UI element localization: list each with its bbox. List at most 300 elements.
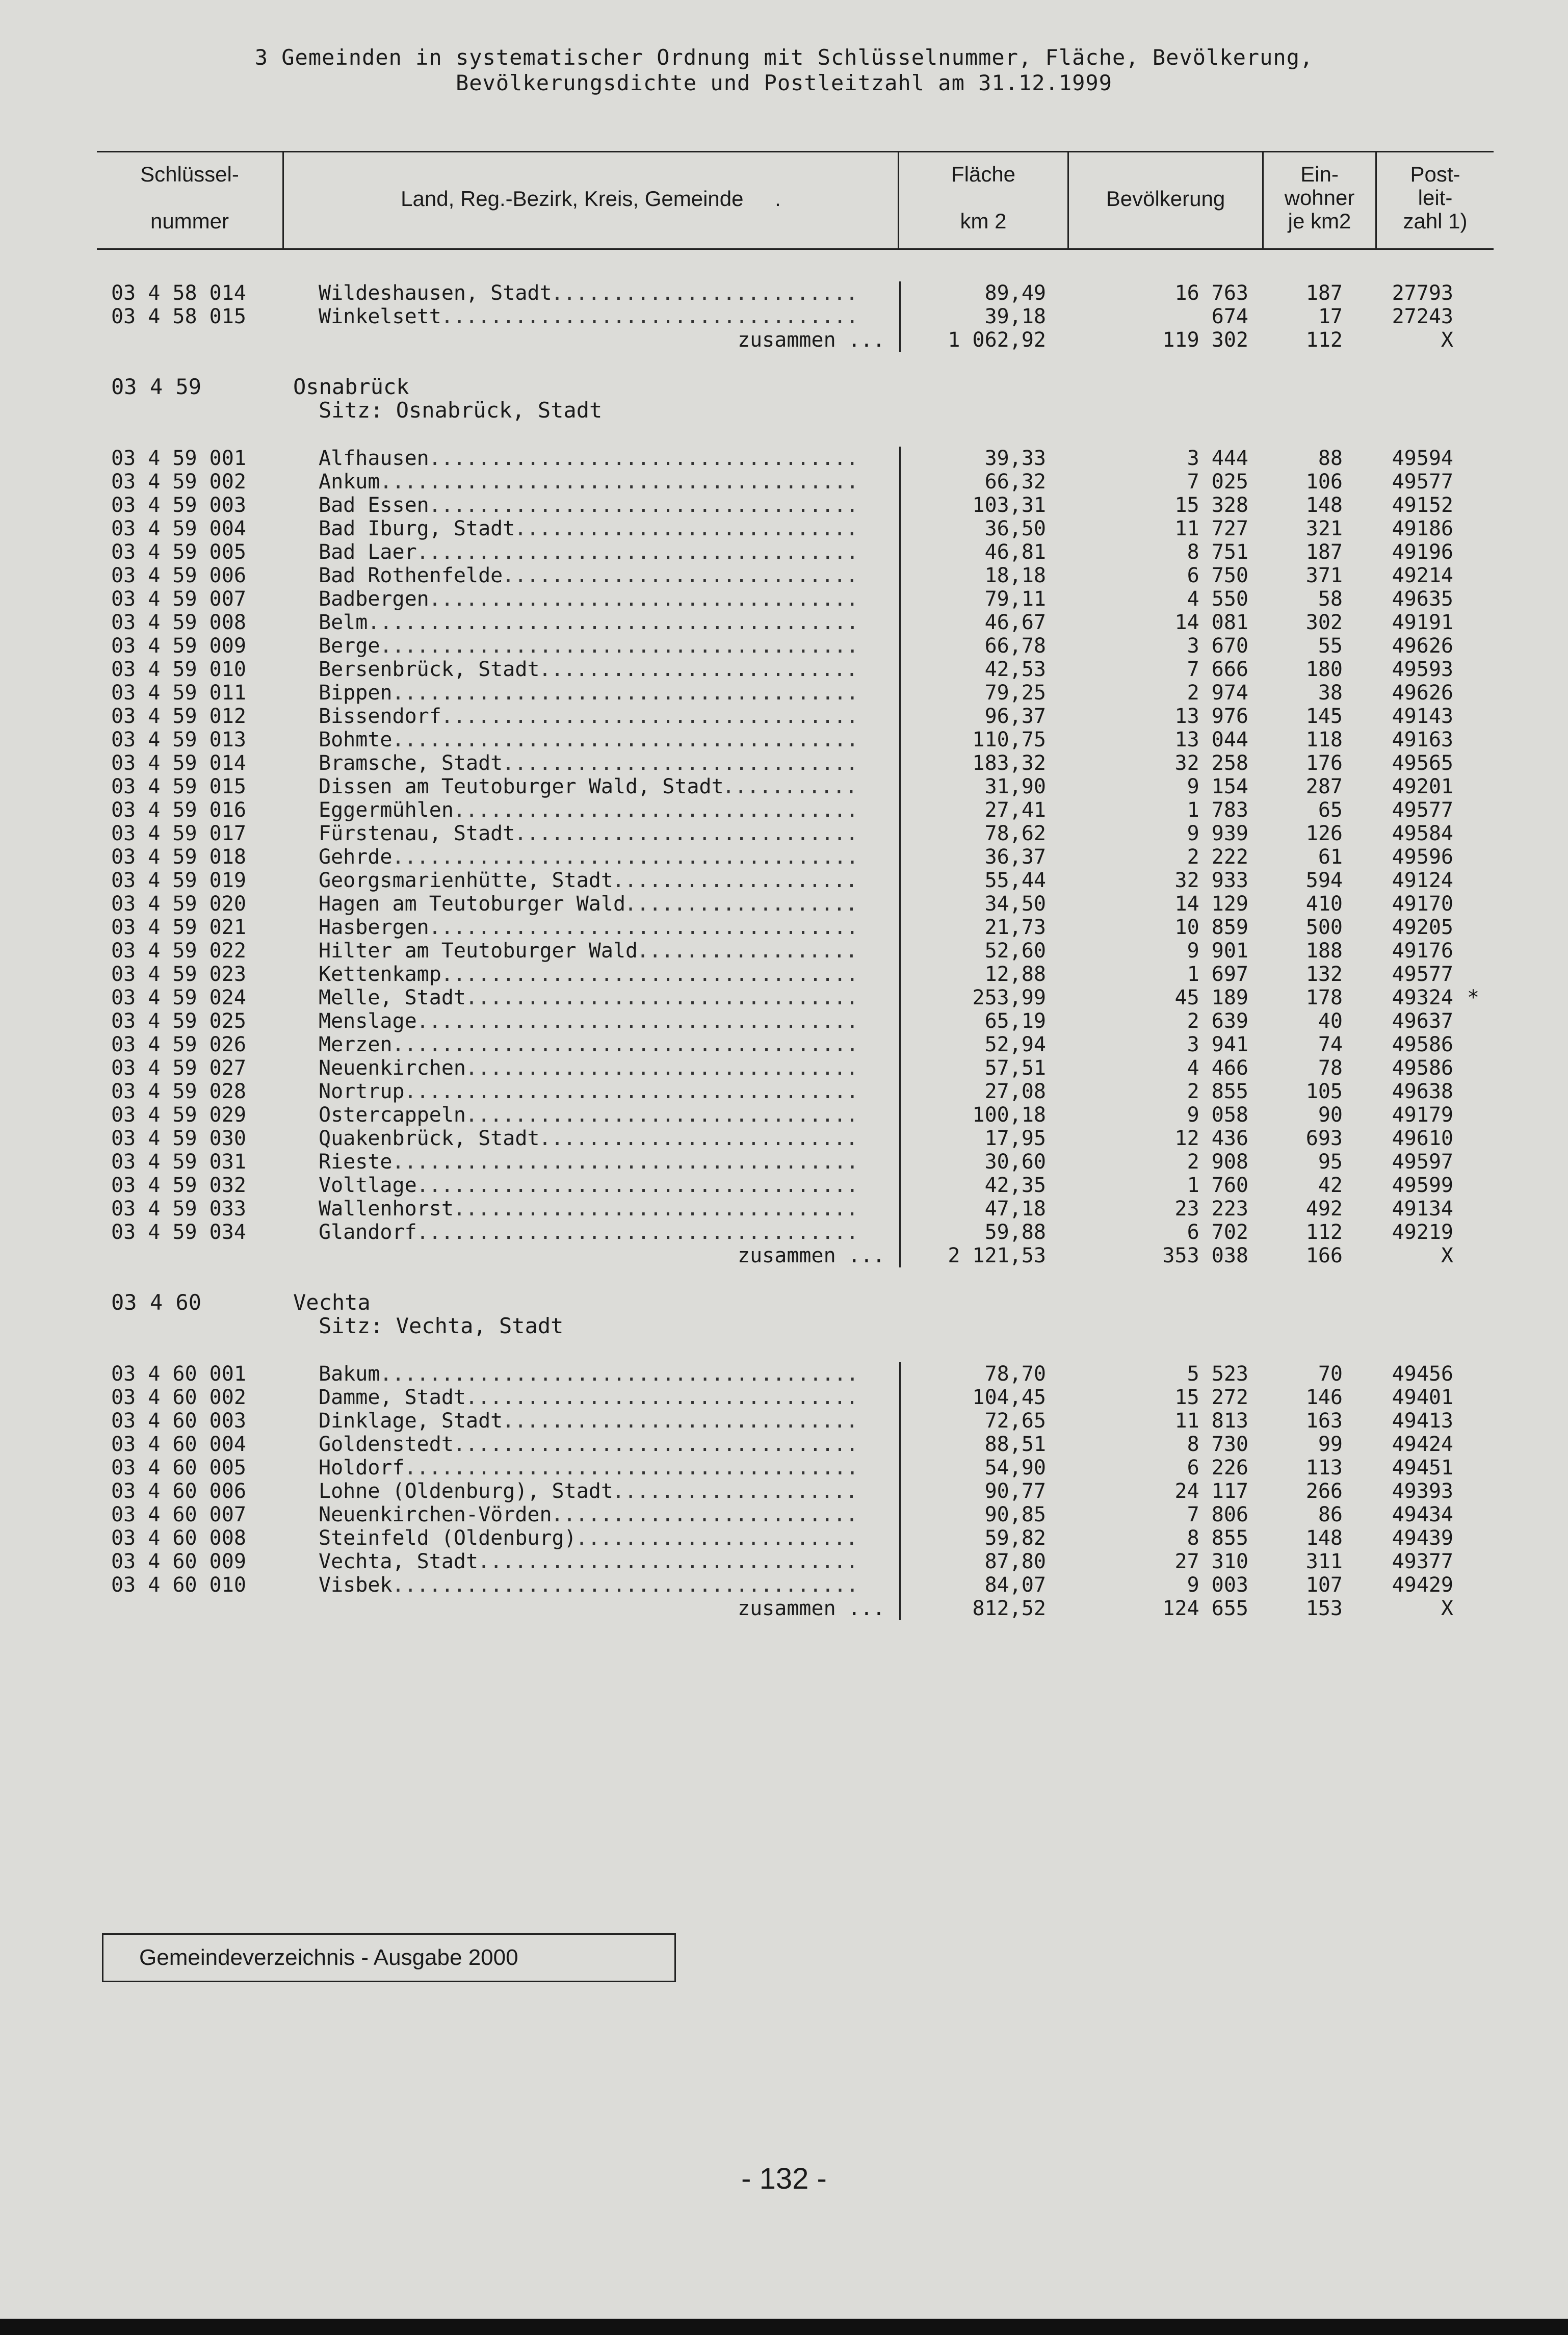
postcode: 49429 [1392, 1573, 1453, 1597]
leader-dots: ................................. [453, 1433, 858, 1456]
postcode: 49176 [1392, 939, 1453, 963]
municipality-name: Bippen [319, 681, 393, 705]
leader-dots: ....................................... [380, 634, 859, 658]
density: 693 [1305, 1127, 1343, 1150]
leader-dots: ...................................... [392, 1150, 859, 1174]
density: 500 [1305, 916, 1343, 939]
table-row [0, 1362, 1568, 1386]
postcode: 49586 [1392, 1056, 1453, 1080]
leader-dots: .................................... [416, 1009, 858, 1033]
density: 113 [1305, 1456, 1343, 1480]
population: 8 751 [1187, 540, 1248, 564]
area-km2: 36,37 [984, 845, 1046, 869]
leader-dots: ....................................... [380, 470, 859, 494]
density: 371 [1305, 564, 1343, 587]
municipality-name: Dinklage, Stadt [319, 1409, 503, 1433]
postcode: 49596 [1392, 845, 1453, 869]
table-header [97, 151, 1494, 250]
leader-dots: .................................. [441, 963, 858, 986]
header-key [97, 163, 282, 233]
district-key: 03 4 59 [111, 374, 202, 399]
header-postcode [1377, 163, 1494, 233]
area-km2: 52,94 [984, 1033, 1046, 1056]
area-km2: 88,51 [984, 1433, 1046, 1456]
leader-dots: .......................... [539, 1127, 858, 1150]
postcode: 49577 [1392, 798, 1453, 822]
header-area-line2: km 2 [960, 209, 1007, 233]
population: 15 328 [1174, 494, 1248, 517]
population: 23 223 [1174, 1197, 1248, 1221]
density: 106 [1305, 470, 1343, 494]
key-number: 03 4 59 021 [111, 916, 246, 939]
density: 132 [1305, 963, 1343, 986]
total-population: 124 655 [1162, 1597, 1248, 1620]
population: 1 783 [1187, 798, 1248, 822]
density: 126 [1305, 822, 1343, 845]
municipality-name: Eggermühlen [319, 798, 454, 822]
density: 65 [1318, 798, 1343, 822]
header-name-text: Land, Reg.-Bezirk, Kreis, Gemeinde [401, 187, 744, 211]
leader-dots: ...................................... [392, 1033, 859, 1056]
table-row [0, 447, 1568, 470]
area-km2: 65,19 [984, 1009, 1046, 1033]
table-row [0, 305, 1568, 328]
area-km2: 52,60 [984, 939, 1046, 963]
leader-dots: ......................... [551, 281, 858, 305]
leader-dots: ................... [624, 892, 858, 916]
postcode: 49179 [1392, 1103, 1453, 1127]
municipality-name: Wallenhorst [319, 1197, 454, 1221]
leader-dots: ................................ [465, 986, 858, 1009]
population: 6 226 [1187, 1456, 1248, 1480]
total-population: 119 302 [1162, 328, 1248, 352]
table-row [0, 1526, 1568, 1550]
area-km2: 42,35 [984, 1174, 1046, 1197]
density: 107 [1305, 1573, 1343, 1597]
population: 1 760 [1187, 1174, 1248, 1197]
table-row [0, 1174, 1568, 1197]
density: 55 [1318, 634, 1343, 658]
population: 9 003 [1187, 1573, 1248, 1597]
area-km2: 30,60 [984, 1150, 1046, 1174]
population: 6 750 [1187, 564, 1248, 587]
area-km2: 46,67 [984, 611, 1046, 634]
key-number: 03 4 60 005 [111, 1456, 246, 1480]
municipality-name: Nortrup [319, 1080, 405, 1103]
leader-dots: .................................. [441, 305, 858, 328]
leader-dots: ...................................... [392, 728, 859, 751]
postcode: 49393 [1392, 1480, 1453, 1503]
table-row [0, 775, 1568, 798]
table-row [0, 1009, 1568, 1033]
header-density-line2: wohner [1284, 186, 1355, 210]
municipality-name: Hasbergen [319, 916, 429, 939]
table-row [0, 916, 1568, 939]
title-line-2: Bevölkerungsdichte und Postleitzahl am 31.12.1999 [455, 70, 1113, 95]
area-km2: 31,90 [984, 775, 1046, 798]
total-population: 353 038 [1162, 1244, 1248, 1267]
area-km2: 110,75 [972, 728, 1046, 751]
population: 2 974 [1187, 681, 1248, 705]
header-area [899, 163, 1067, 233]
edition-box: Gemeindeverzeichnis - Ausgabe 2000 [102, 1933, 676, 1982]
table-row [0, 1409, 1568, 1433]
population: 15 272 [1174, 1386, 1248, 1409]
density: 61 [1318, 845, 1343, 869]
key-number: 03 4 60 007 [111, 1503, 246, 1526]
key-number: 03 4 59 012 [111, 705, 246, 728]
municipality-name: Holdorf [319, 1456, 405, 1480]
page-title [0, 45, 1568, 96]
municipality-name: Winkelsett [319, 305, 441, 328]
header-name [284, 187, 898, 211]
key-number: 03 4 59 005 [111, 540, 246, 564]
key-number: 03 4 59 018 [111, 845, 246, 869]
area-km2: 21,73 [984, 916, 1046, 939]
key-number: 03 4 60 001 [111, 1362, 246, 1386]
population: 11 813 [1174, 1409, 1248, 1433]
density: 58 [1318, 587, 1343, 611]
table-row [0, 681, 1568, 705]
postcode: 49143 [1392, 705, 1453, 728]
table-row [0, 1197, 1568, 1221]
population: 32 258 [1174, 751, 1248, 775]
table-row [0, 705, 1568, 728]
municipality-name: Georgsmarienhütte, Stadt [319, 869, 613, 892]
area-km2: 66,78 [984, 634, 1046, 658]
postcode: 49196 [1392, 540, 1453, 564]
table-row [0, 1480, 1568, 1503]
area-km2: 39,18 [984, 305, 1046, 328]
leader-dots: .................................. [441, 705, 858, 728]
leader-dots: ...................................... [392, 681, 859, 705]
district-seat-text: Sitz: Osnabrück, Stadt [319, 398, 603, 423]
area-km2: 46,81 [984, 540, 1046, 564]
postcode: 49577 [1392, 470, 1453, 494]
leader-dots: ................................... [429, 587, 858, 611]
municipality-name: Vechta, Stadt [319, 1550, 479, 1573]
total-label: zusammen ... [738, 328, 885, 352]
header-key-line1: Schlüssel- [140, 162, 239, 186]
density: 70 [1318, 1362, 1343, 1386]
total-row [0, 328, 1568, 352]
postcode: 49599 [1392, 1174, 1453, 1197]
key-number: 03 4 58 015 [111, 305, 246, 328]
population: 10 859 [1174, 916, 1248, 939]
key-number: 03 4 59 013 [111, 728, 246, 751]
table-row [0, 1386, 1568, 1409]
municipality-name: Ankum [319, 470, 380, 494]
postcode: 49610 [1392, 1127, 1453, 1150]
postcode: 49451 [1392, 1456, 1453, 1480]
density: 302 [1305, 611, 1343, 634]
population: 2 639 [1187, 1009, 1248, 1033]
table-row [0, 470, 1568, 494]
municipality-name: Damme, Stadt [319, 1386, 466, 1409]
key-number: 03 4 59 030 [111, 1127, 246, 1150]
density: 74 [1318, 1033, 1343, 1056]
density: 105 [1305, 1080, 1343, 1103]
key-number: 03 4 59 023 [111, 963, 246, 986]
total-row [0, 1244, 1568, 1267]
table-row [0, 1033, 1568, 1056]
leader-dots: .................................... [416, 1174, 858, 1197]
district-seat [0, 399, 1568, 422]
header-postcode-line2: leit- [1418, 186, 1453, 210]
key-number: 03 4 58 014 [111, 281, 246, 305]
key-number: 03 4 59 031 [111, 1150, 246, 1174]
population: 7 666 [1187, 658, 1248, 681]
area-km2: 90,85 [984, 1503, 1046, 1526]
postcode: 49439 [1392, 1526, 1453, 1550]
table-row [0, 1080, 1568, 1103]
municipality-name: Glandorf [319, 1221, 417, 1244]
leader-dots: ..................................... [404, 1080, 859, 1103]
leader-dots: ................................ [465, 1056, 858, 1080]
leader-dots: ............................ [514, 517, 858, 540]
area-km2: 27,08 [984, 1080, 1046, 1103]
postcode: 49191 [1392, 611, 1453, 634]
leader-dots: .................... [612, 869, 858, 892]
density: 78 [1318, 1056, 1343, 1080]
area-km2: 183,32 [972, 751, 1046, 775]
leader-dots: ............................. [502, 751, 858, 775]
total-row [0, 1597, 1568, 1620]
leader-dots: ....................... [576, 1526, 858, 1550]
area-km2: 104,45 [972, 1386, 1046, 1409]
municipality-name: Berge [319, 634, 380, 658]
population: 7 806 [1187, 1503, 1248, 1526]
density: 88 [1318, 447, 1343, 470]
postcode: 49401 [1392, 1386, 1453, 1409]
municipality-name: Wildeshausen, Stadt [319, 281, 552, 305]
area-km2: 47,18 [984, 1197, 1046, 1221]
municipality-name: Hagen am Teutoburger Wald [319, 892, 626, 916]
key-number: 03 4 59 004 [111, 517, 246, 540]
postcode: 49152 [1392, 494, 1453, 517]
density: 86 [1318, 1503, 1343, 1526]
municipality-name: Neuenkirchen [319, 1056, 466, 1080]
density: 112 [1305, 1221, 1343, 1244]
municipality-name: Steinfeld (Oldenburg) [319, 1526, 577, 1550]
area-km2: 27,41 [984, 798, 1046, 822]
table-row [0, 611, 1568, 634]
header-postcode-line1: Post- [1410, 162, 1460, 186]
district-name: Vechta [293, 1290, 371, 1315]
area-km2: 78,62 [984, 822, 1046, 845]
density: 321 [1305, 517, 1343, 540]
municipality-name: Bad Iburg, Stadt [319, 517, 515, 540]
population: 9 939 [1187, 822, 1248, 845]
municipality-name: Bramsche, Stadt [319, 751, 503, 775]
key-number: 03 4 59 001 [111, 447, 246, 470]
table-body [0, 281, 1568, 1620]
municipality-name: Melle, Stadt [319, 986, 466, 1009]
total-area: 1 062,92 [948, 328, 1046, 352]
postcode: 27243 [1392, 305, 1453, 328]
density: 148 [1305, 494, 1343, 517]
municipality-name: Dissen am Teutoburger Wald, Stadt [319, 775, 724, 798]
table-row [0, 1456, 1568, 1480]
leader-dots: ..................................... [404, 1456, 859, 1480]
key-number: 03 4 59 020 [111, 892, 246, 916]
leader-dots: ............................. [502, 1409, 858, 1433]
municipality-name: Fürstenau, Stadt [319, 822, 515, 845]
key-number: 03 4 59 010 [111, 658, 246, 681]
density: 187 [1305, 281, 1343, 305]
leader-dots: ................................. [453, 798, 858, 822]
leader-dots: ............................. [502, 564, 858, 587]
table-row [0, 658, 1568, 681]
population: 9 058 [1187, 1103, 1248, 1127]
population: 8 730 [1187, 1433, 1248, 1456]
postcode: 49594 [1392, 447, 1453, 470]
postcode: 49577 [1392, 963, 1453, 986]
area-km2: 17,95 [984, 1127, 1046, 1150]
table-row [0, 634, 1568, 658]
leader-dots: ...................................... [392, 1573, 859, 1597]
municipality-name: Lohne (Oldenburg), Stadt [319, 1480, 613, 1503]
header-key-line2: nummer [150, 209, 229, 233]
postcode: 49163 [1392, 728, 1453, 751]
key-number: 03 4 59 014 [111, 751, 246, 775]
table-row [0, 564, 1568, 587]
area-km2: 78,70 [984, 1362, 1046, 1386]
header-density-line3: je km2 [1288, 209, 1351, 233]
municipality-name: Visbek [319, 1573, 393, 1597]
footnote-mark: * [1467, 986, 1480, 1009]
population: 27 310 [1174, 1550, 1248, 1573]
header-population: Bevölkerung [1106, 187, 1225, 211]
density: 38 [1318, 681, 1343, 705]
header-area-line1: Fläche [951, 162, 1016, 186]
area-km2: 66,32 [984, 470, 1046, 494]
table-row [0, 869, 1568, 892]
table-row [0, 798, 1568, 822]
area-km2: 59,82 [984, 1526, 1046, 1550]
table-row [0, 939, 1568, 963]
table-row [0, 986, 1568, 1009]
municipality-name: Hilter am Teutoburger Wald [319, 939, 638, 963]
density: 99 [1318, 1433, 1343, 1456]
table-row [0, 1127, 1568, 1150]
density: 176 [1305, 751, 1343, 775]
district-seat [0, 1314, 1568, 1338]
area-km2: 72,65 [984, 1409, 1046, 1433]
postcode: 49637 [1392, 1009, 1453, 1033]
area-km2: 34,50 [984, 892, 1046, 916]
density: 180 [1305, 658, 1343, 681]
header-density-line1: Ein- [1300, 162, 1339, 186]
header-density [1264, 163, 1375, 233]
density: 42 [1318, 1174, 1343, 1197]
key-number: 03 4 59 022 [111, 939, 246, 963]
postcode: 49134 [1392, 1197, 1453, 1221]
district-seat-text: Sitz: Vechta, Stadt [319, 1313, 564, 1338]
table-row [0, 281, 1568, 305]
table-row [0, 751, 1568, 775]
table-row [0, 1550, 1568, 1573]
header-name-dot: . [775, 187, 781, 211]
leader-dots: ................................... [429, 494, 858, 517]
title-line-1: 3 Gemeinden in systematischer Ordnung mit Schlüsselnummer, Fläche, Bevölkerung, [254, 45, 1314, 70]
population: 3 670 [1187, 634, 1248, 658]
area-km2: 18,18 [984, 564, 1046, 587]
total-label: zusammen ... [738, 1597, 885, 1620]
population: 9 154 [1187, 775, 1248, 798]
municipality-name: Goldenstedt [319, 1433, 454, 1456]
key-number: 03 4 59 002 [111, 470, 246, 494]
postcode: 49586 [1392, 1033, 1453, 1056]
total-postcode: X [1441, 328, 1453, 352]
key-number: 03 4 60 008 [111, 1526, 246, 1550]
municipality-name: Kettenkamp [319, 963, 441, 986]
area-km2: 79,25 [984, 681, 1046, 705]
postcode: 49424 [1392, 1433, 1453, 1456]
density: 118 [1305, 728, 1343, 751]
leader-dots: ................................ [465, 1386, 858, 1409]
leader-dots: .................... [612, 1480, 858, 1503]
key-number: 03 4 59 032 [111, 1174, 246, 1197]
postcode: 49124 [1392, 869, 1453, 892]
population: 14 129 [1174, 892, 1248, 916]
density: 311 [1305, 1550, 1343, 1573]
leader-dots: ........................................ [368, 611, 859, 634]
key-number: 03 4 59 011 [111, 681, 246, 705]
population: 45 189 [1174, 986, 1248, 1009]
population: 2 908 [1187, 1150, 1248, 1174]
population: 4 550 [1187, 587, 1248, 611]
postcode: 49170 [1392, 892, 1453, 916]
postcode: 49219 [1392, 1221, 1453, 1244]
population: 11 727 [1174, 517, 1248, 540]
area-km2: 36,50 [984, 517, 1046, 540]
municipality-name: Bakum [319, 1362, 380, 1386]
population: 12 436 [1174, 1127, 1248, 1150]
municipality-name: Gehrde [319, 845, 393, 869]
table-row [0, 1150, 1568, 1174]
postcode: 49565 [1392, 751, 1453, 775]
postcode: 49635 [1392, 587, 1453, 611]
density: 148 [1305, 1526, 1343, 1550]
table-row [0, 822, 1568, 845]
municipality-name: Bissendorf [319, 705, 441, 728]
population: 24 117 [1174, 1480, 1248, 1503]
key-number: 03 4 59 034 [111, 1221, 246, 1244]
density: 146 [1305, 1386, 1343, 1409]
population: 13 976 [1174, 705, 1248, 728]
leader-dots: .................. [637, 939, 858, 963]
table-row [0, 494, 1568, 517]
postcode: 49413 [1392, 1409, 1453, 1433]
population: 674 [1211, 305, 1248, 328]
area-km2: 79,11 [984, 587, 1046, 611]
area-km2: 87,80 [984, 1550, 1046, 1573]
key-number: 03 4 59 033 [111, 1197, 246, 1221]
key-number: 03 4 59 006 [111, 564, 246, 587]
municipality-name: Alfhausen [319, 447, 429, 470]
density: 17 [1318, 305, 1343, 328]
table-row [0, 963, 1568, 986]
density: 188 [1305, 939, 1343, 963]
table-row [0, 587, 1568, 611]
postcode: 49638 [1392, 1080, 1453, 1103]
population: 4 466 [1187, 1056, 1248, 1080]
area-km2: 103,31 [972, 494, 1046, 517]
leader-dots: ............................ [514, 822, 858, 845]
total-density: 153 [1305, 1597, 1343, 1620]
population: 14 081 [1174, 611, 1248, 634]
